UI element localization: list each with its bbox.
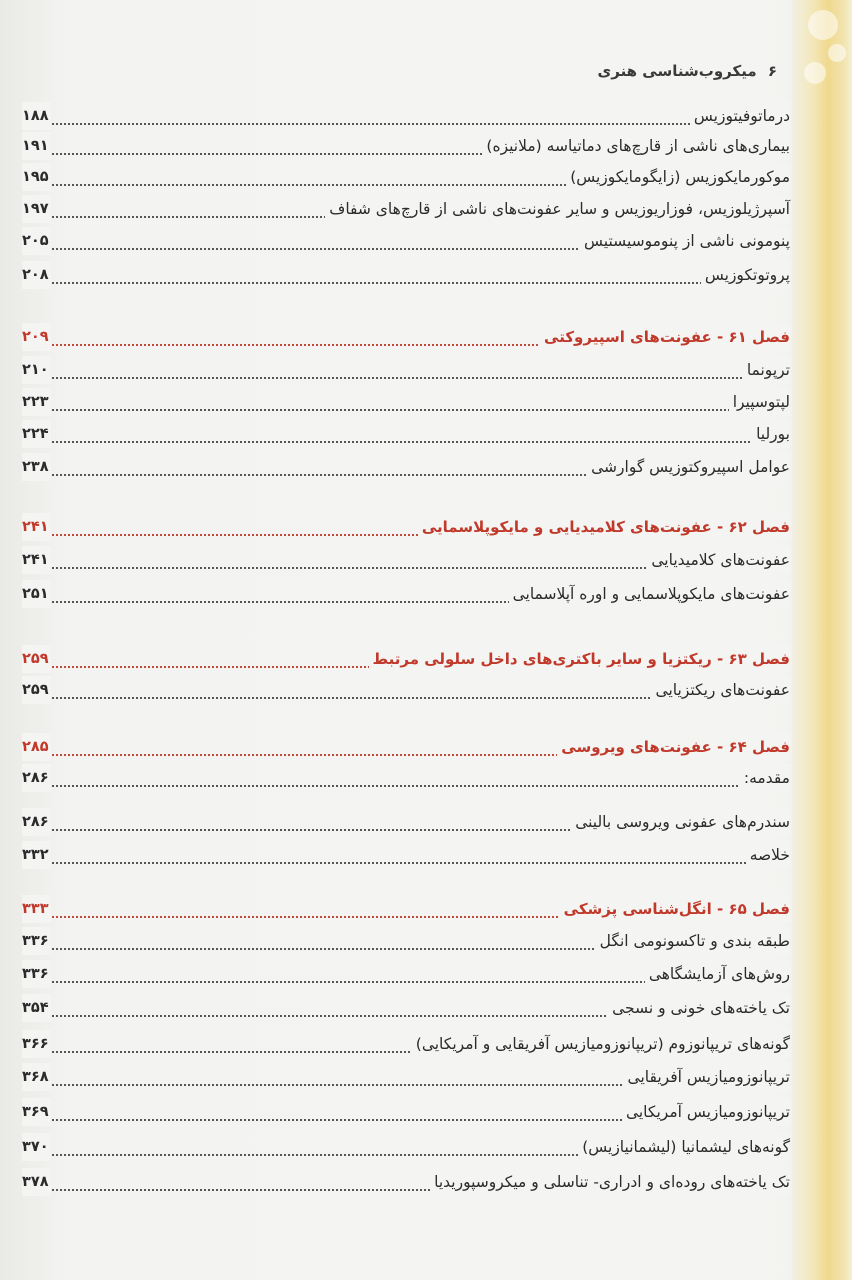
- leader-dots: [48, 377, 790, 379]
- toc-page-number: ۱۹۱: [22, 132, 51, 160]
- toc-chapter-heading: [22, 323, 790, 351]
- toc-entry-title: عوامل اسپیروکتوزیس گوارشی: [587, 453, 790, 481]
- leader-dots: [48, 785, 790, 787]
- toc-entry-title: تریپانوزومیازیس آمریکایی: [622, 1098, 790, 1126]
- toc-chapter-heading: [22, 895, 790, 923]
- header-page-number: ۶: [767, 62, 777, 80]
- toc-page-number: ۳۶۸: [22, 1063, 51, 1091]
- leader-dots: [48, 282, 790, 284]
- toc-entry-title: عفونت‌های مایکوپلاسمایی و اوره آپلاسمایی: [509, 580, 790, 608]
- toc-entry: [22, 994, 790, 1022]
- toc-entry-title: تک یاخته‌های روده‌ای و ادراری- تناسلی و میکروسپوریدیا: [430, 1168, 790, 1196]
- header-book-title: میکروب‌شناسی هنری: [597, 62, 757, 80]
- toc-entry: [22, 132, 790, 160]
- toc-entry: [22, 453, 790, 481]
- toc-entry-title: طبقه بندی و تاکسونومی انگل: [596, 927, 790, 955]
- toc-page-number: ۳۳۶: [22, 960, 51, 988]
- toc-entry: [22, 195, 790, 223]
- toc-entry-title: فصل ۶۲ - عفونت‌های کلامیدیایی و مایکوپلاسمایی: [418, 513, 790, 541]
- toc-entry: [22, 808, 790, 836]
- toc-page-number: ۲۴۱: [22, 513, 51, 541]
- toc-entry-title: تریپانوزومیازیس آفریقایی: [624, 1063, 790, 1091]
- toc-entry-title: بورلیا: [752, 420, 790, 448]
- toc-entry: [22, 927, 790, 955]
- toc-entry-title: روش‌های آزمایشگاهی: [645, 960, 790, 988]
- toc-page-number: ۳۵۴: [22, 994, 51, 1022]
- toc-entry-title: فصل ۶۴ - عفونت‌های ویروسی: [557, 733, 790, 761]
- toc-page-number: ۳۳۶: [22, 927, 51, 955]
- toc-entry-title: تک یاخته‌های خونی و نسجی: [608, 994, 790, 1022]
- leader-dots: [48, 123, 790, 125]
- toc-entry: [22, 676, 790, 704]
- toc-entry: [22, 261, 790, 289]
- toc-entry-title: فصل ۶۱ - عفونت‌های اسپیروکتی: [540, 323, 790, 351]
- toc-page-number: ۲۰۹: [22, 323, 51, 351]
- toc-page-number: ۳۶۶: [22, 1030, 51, 1058]
- toc-entry-title: خلاصه: [746, 841, 790, 869]
- toc-entry: [22, 580, 790, 608]
- toc-entry: [22, 1098, 790, 1126]
- toc-page-number: ۲۰۸: [22, 261, 51, 289]
- toc-page-number: ۲۵۹: [22, 645, 51, 673]
- toc-page-number: ۳۳۲: [22, 841, 51, 869]
- toc-page-number: ۲۲۴: [22, 420, 51, 448]
- toc-entry-title: بیماری‌های ناشی از قارچ‌های دماتیاسه (ملانیزه): [482, 132, 790, 160]
- toc-page-number: ۲۸۶: [22, 764, 51, 792]
- toc-chapter-heading: [22, 733, 790, 761]
- toc-page-number: ۲۵۱: [22, 580, 51, 608]
- toc-page-number: ۲۰۵: [22, 227, 51, 255]
- toc-entry-title: گونه‌های لیشمانیا (لیشمانیازیس): [578, 1133, 790, 1161]
- toc-entry-title: فصل ۶۵ - انگل‌شناسی پزشکی: [560, 895, 790, 923]
- toc-entry: [22, 1030, 790, 1058]
- toc-entry-title: پروتوتکوزیس: [701, 261, 790, 289]
- toc-entry-title: ترپونما: [743, 356, 790, 384]
- toc-entry: [22, 388, 790, 416]
- toc-entry: [22, 356, 790, 384]
- toc-page-number: ۲۸۵: [22, 733, 51, 761]
- toc-entry-title: درماتوفیتوزیس: [690, 102, 790, 130]
- toc-page-number: ۲۵۹: [22, 676, 51, 704]
- toc-entry-title: سندرم‌های عفونی ویروسی بالینی: [571, 808, 790, 836]
- toc-entry-title: آسپرژیلوزیس، فوزاریوزیس و سایر عفونت‌های ناشی از قارچ‌های شفاف: [325, 195, 790, 223]
- toc-page-number: ۲۸۶: [22, 808, 51, 836]
- toc-entry: [22, 163, 790, 191]
- toc-entry-title: مقدمه:: [740, 764, 790, 792]
- toc-entry-title: گونه‌های تریپانوزوم (تریپانوزومیازیس آفریقایی و آمریکایی): [412, 1030, 790, 1058]
- toc-entry-title: پنومونی ناشی از پنوموسیستیس: [580, 227, 790, 255]
- toc-page-number: ۳۷۰: [22, 1133, 51, 1161]
- toc-entry-title: فصل ۶۳ - ریکتزیا و سایر باکتری‌های داخل سلولی مرتبط: [369, 645, 790, 673]
- leader-dots: [48, 862, 790, 864]
- leader-dots: [48, 441, 790, 443]
- toc-entry: [22, 841, 790, 869]
- toc-entry-title: عفونت‌های ریکتزیایی: [652, 676, 790, 704]
- toc-entry: [22, 1133, 790, 1161]
- toc-entry: [22, 102, 790, 130]
- toc-chapter-heading: [22, 645, 790, 673]
- toc-page-number: ۲۲۳: [22, 388, 51, 416]
- toc-page-number: ۲۴۱: [22, 546, 51, 574]
- toc-entry-title: موکورمایکوزیس (زایگومایکوزیس): [566, 163, 790, 191]
- toc-entry: [22, 1168, 790, 1196]
- toc-entry-title: لپتوسپیرا: [729, 388, 790, 416]
- toc-entry-title: عفونت‌های کلامیدیایی: [647, 546, 790, 574]
- toc-entry: [22, 546, 790, 574]
- toc-entry: [22, 960, 790, 988]
- toc-page-number: ۳۶۹: [22, 1098, 51, 1126]
- toc-page-number: ۱۹۷: [22, 195, 51, 223]
- toc-entry: [22, 420, 790, 448]
- toc-chapter-heading: [22, 513, 790, 541]
- toc-page-number: ۲۳۸: [22, 453, 51, 481]
- toc-page-number: ۲۱۰: [22, 356, 51, 384]
- toc-page-number: ۱۹۵: [22, 163, 51, 191]
- toc-entry: [22, 227, 790, 255]
- toc-page-number: ۱۸۸: [22, 102, 51, 130]
- toc-entry: [22, 764, 790, 792]
- toc-page-number: ۳۳۳: [22, 895, 51, 923]
- toc-page-number: ۳۷۸: [22, 1168, 51, 1196]
- leader-dots: [48, 409, 790, 411]
- toc-entry: [22, 1063, 790, 1091]
